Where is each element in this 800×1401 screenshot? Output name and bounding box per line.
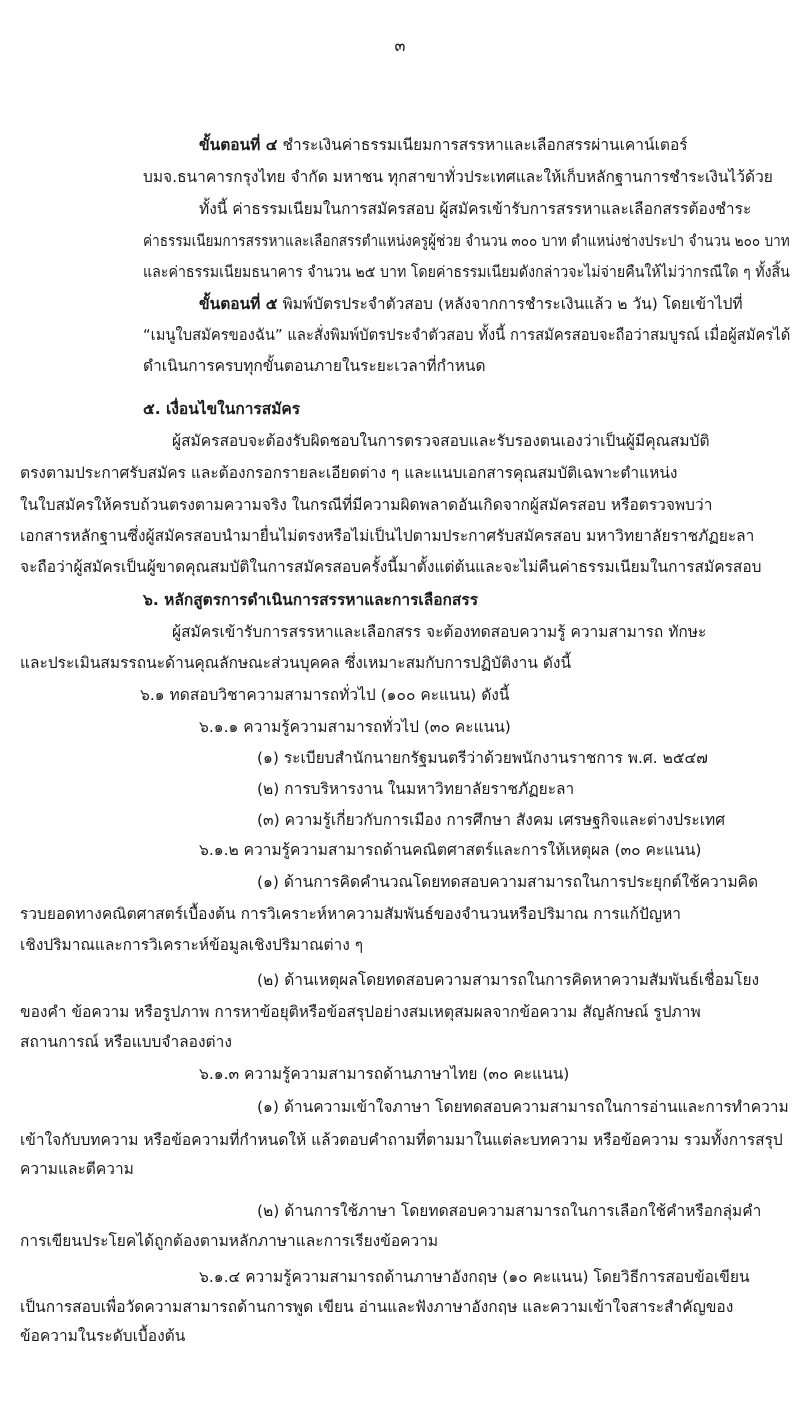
item-6-1-2-1-line-1: (๑) ด้านการคิดคำนวณโดยทดสอบความสามารถในการประยุกต์ใช้ความคิด [257, 873, 759, 891]
item-6-1-3-2-line-1: (๒) ด้านการใช้ภาษา โดยทดสอบความสามารถในการเลือกใช้คำหรือกลุ่มคำ [257, 1202, 762, 1220]
subsection-6-1-2: ๖.๑.๒ ความรู้ความสามารถด้านคณิตศาสตร์และการให้เหตุผล (๓๐ คะแนน) [199, 841, 702, 859]
fee-line-2: ค่าธรรมเนียมการสรรหาและเลือกสรรตำแหน่งครูผู้ช่วย จำนวน ๓๐๐ บาท ตำแหน่งช่างประปา จำนวน ๒๐๐ บาท [143, 232, 790, 250]
step5-line-3: ดำเนินการครบทุกขั้นตอนภายในระยะเวลาที่กำหนด [143, 357, 486, 375]
section5-line-2: ตรงตามประกาศรับสมัคร และต้องกรอกรายละเอียดต่าง ๆ และแนบเอกสารคุณสมบัติเฉพาะตำแหน่ง [20, 464, 678, 482]
item-6-1-2-1-line-2: รวบยอดทางคณิตศาสตร์เบื้องต้น การวิเคราะห์หาความสัมพันธ์ของจำนวนหรือปริมาณ การแก้ปัญหา [20, 905, 681, 923]
section6-heading: ๖. หลักสูตรการดำเนินการสรรหาและการเลือกสรร [143, 591, 479, 609]
page-number: ๓ [394, 36, 406, 55]
item-6-1-1-3: (๓) ความรู้เกี่ยวกับการเมือง การศึกษา สังคม เศรษฐกิจและต่างประเทศ [257, 811, 726, 829]
subsection-6-1-1: ๖.๑.๑ ความรู้ความสามารถทั่วไป (๓๐ คะแนน) [199, 718, 511, 736]
subsection-6-1-4-line-1: ๖.๑.๔ ความรู้ความสามารถด้านภาษาอังกฤษ (๑๐ คะแนน) โดยวิธีการสอบข้อเขียน [199, 1268, 750, 1286]
step4-line-1 [199, 131, 688, 159]
fee-line-1: ทั้งนี้ ค่าธรรมเนียมในการสมัครสอบ ผู้สมัครเข้ารับการสรรหาและเลือกสรรต้องชำระ [199, 200, 752, 218]
item-6-1-3-1-line-1: (๑) ด้านความเข้าใจภาษา โดยทดสอบความสามารถในการอ่านและการทำความ [257, 1098, 789, 1116]
step5-heading: ขั้นตอนที่ ๕ [199, 295, 278, 313]
step5-line-2: “เมนูใบสมัครของฉัน” และสั่งพิมพ์บัตรประจำตัวสอบ ทั้งนี้ การสมัครสอบจะถือว่าสมบูรณ์ เมื่อผู้สมัครได้ [143, 326, 791, 344]
step4-text: ชำระเงินค่าธรรมเนียมการสรรหาและเลือกสรรผ่านเคาน์เตอร์ [282, 136, 688, 154]
subsection-6-1: ๖.๑ ทดสอบวิชาความสามารถทั่วไป (๑๐๐ คะแนน) ดังนี้ [140, 686, 510, 704]
subsection-6-1-4-line-3: ข้อความในระดับเบื้องต้น [20, 1327, 186, 1345]
section5-line-5: จะถือว่าผู้สมัครเป็นผู้ขาดคุณสมบัติในการสมัครสอบครั้งนี้มาตั้งแต่ต้นและจะไม่คืนค่าธรรมเนียมในการสมัครสอบ [20, 558, 762, 576]
step5-line-1 [199, 290, 743, 318]
step5-text: พิมพ์บัตรประจำตัวสอบ (หลังจากการชำระเงินแล้ว ๒ วัน) โดยเข้าไปที่ [282, 295, 743, 313]
item-6-1-3-1-line-3: ความและตีความ [20, 1160, 134, 1178]
subsection-6-1-3: ๖.๑.๓ ความรู้ความสามารถด้านภาษาไทย (๓๐ คะแนน) [199, 1065, 570, 1083]
item-6-1-3-1-line-2: เข้าใจกับบทความ หรือข้อความที่กำหนดให้ แล้วตอบคำถามที่ตามมาในแต่ละบทความ หรือข้อความ รวมทั้งการสรุป [20, 1131, 783, 1149]
section5-line-1: ผู้สมัครสอบจะต้องรับผิดชอบในการตรวจสอบและรับรองตนเองว่าเป็นผู้มีคุณสมบัติ [172, 432, 710, 450]
item-6-1-1-2: (๒) การบริหารงาน ในมหาวิทยาลัยราชภัฏยะลา [257, 780, 575, 798]
step4-heading: ขั้นตอนที่ ๔ [199, 136, 278, 154]
item-6-1-3-2-line-2: การเขียนประโยคได้ถูกต้องตามหลักภาษาและการเรียงข้อความ [20, 1232, 439, 1250]
step4-line-2: บมจ.ธนาคารกรุงไทย จำกัด มหาชน ทุกสาขาทั่วประเทศและให้เก็บหลักฐานการชำระเงินไว้ด้วย [143, 168, 773, 186]
section5-line-4: เอกสารหลักฐานซึ่งผู้สมัครสอบนำมายื่นไม่ตรงหรือไม่เป็นไปตามประกาศรับสมัครสอบ มหาวิทยาลัยราชภัฏยะลา [20, 527, 755, 545]
item-6-1-2-2-line-1: (๒) ด้านเหตุผลโดยทดสอบความสามารถในการคิดหาความสัมพันธ์เชื่อมโยง [257, 971, 760, 989]
item-6-1-1-1: (๑) ระเบียบสำนักนายกรัฐมนตรีว่าด้วยพนักงานราชการ พ.ศ. ๒๕๔๗ [257, 749, 708, 767]
section6-intro-1: ผู้สมัครเข้ารับการสรรหาและเลือกสรร จะต้องทดสอบความรู้ ความสามารถ ทักษะ [172, 623, 707, 641]
item-6-1-2-2-line-3: สถานการณ์ หรือแบบจำลองต่าง [20, 1033, 232, 1051]
item-6-1-2-1-line-3: เชิงปริมาณและการวิเคราะห์ข้อมูลเชิงปริมาณต่าง ๆ [20, 936, 364, 954]
item-6-1-2-2-line-2: ของคำ ข้อความ หรือรูปภาพ การหาข้อยุติหรือข้อสรุปอย่างสมเหตุสมผลจากข้อความ สัญลักษณ์ รูปภาพ [20, 1003, 701, 1021]
section5-line-3: ในใบสมัครให้ครบถ้วนตรงตามความจริง ในกรณีที่มีความผิดพลาดอันเกิดจากผู้สมัครสอบ หรือตรวจพบว่า [20, 496, 713, 514]
section5-heading: ๕. เงื่อนไขในการสมัคร [143, 400, 301, 418]
fee-line-3: และค่าธรรมเนียมธนาคาร จำนวน ๒๕ บาท โดยค่าธรรมเนียมดังกล่าวจะไม่จ่ายคืนให้ไม่ว่ากรณีใด ๆ ทั้งสิ้น [143, 263, 790, 281]
subsection-6-1-4-line-2: เป็นการสอบเพื่อวัดความสามารถด้านการพูด เขียน อ่านและฟังภาษาอังกฤษ และความเข้าใจสาระสำคัญของ [20, 1298, 734, 1316]
section6-intro-2: และประเมินสมรรถนะด้านคุณลักษณะส่วนบุคคล ซึ่งเหมาะสมกับการปฏิบัติงาน ดังนี้ [20, 654, 572, 672]
